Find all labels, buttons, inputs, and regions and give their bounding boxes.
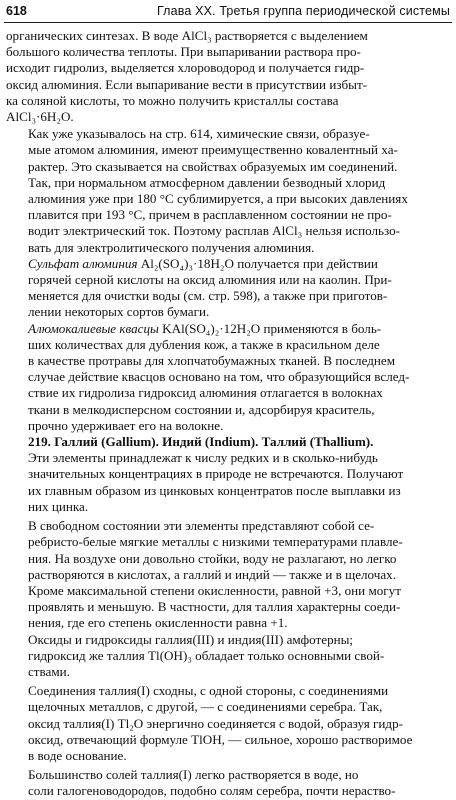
text-line: Так, при нормальном атмосферном давлении безводный хлорид [28, 174, 386, 190]
text-line: водит электрический ток. Поэтому расплав AlCl₃ нельзя использо- [28, 223, 400, 239]
text-line: оксид, отвечающий формуле TlOH, — сильное, хорошо растворимое [28, 731, 413, 747]
text-line: гидроксид же таллия Tl(OH)₃ обладает только основными свой- [28, 647, 385, 663]
text-line: плавится при 193 °C, причем в расплавленном состоянии не про- [28, 207, 392, 223]
text-line: KAl(SO₄)₂·12H₂O применяются в боль- [158, 320, 382, 336]
text-line: щелочных металлов, с другой, — с соединениями серебра. Так, [28, 699, 383, 715]
text-line: ствами. [28, 663, 70, 679]
text-line: растворяются в кислотах, а галлий и индий — также и в щелочах. [28, 566, 396, 582]
text-line: их главным образом из цинковых концентратов после выплавки из [28, 482, 401, 498]
text-line: значительных концентрациях в природе не встречаются. Получают [28, 466, 404, 482]
text-line: нения, где его степень окисленности равна +1. [28, 615, 288, 631]
text-line: Соединения таллия(I) сходны, с одной стороны, с соединениями [28, 683, 389, 699]
paragraph-oxides [6, 632, 450, 681]
text-line: соли галогеноводородов, подобно солям серебра, почти нераство- [28, 783, 396, 799]
text-line: ткани в мелкодисперсном состоянии и, адсорбируя краситель, [28, 401, 375, 417]
paragraph-aluminium-sulfate [6, 256, 450, 321]
text-line: в качестве протравы для хлопчатобумажных тканей. В последнем [28, 353, 395, 369]
text-line: алюминия уже при 180 °C сублимируется, а при высоких давлениях [28, 191, 408, 207]
text-line: В свободном состоянии эти элементы представляют собой се- [28, 518, 375, 534]
text-line: Большинство солей таллия(I) легко растворяется в воде, но [28, 767, 359, 783]
page-body [6, 28, 450, 800]
paragraph-thallium-one [6, 683, 450, 764]
text-line: меняется для очистки воды (см. стр. 598), а также при приготов- [28, 288, 388, 304]
text-line: вать для электролитического получения алюминия. [28, 239, 315, 255]
text-line: Кроме максимальной степени окисленности, равной +3, они могут [28, 582, 401, 598]
text-line: Эти элементы принадлежат к числу редких и в сколько-нибудь [28, 450, 378, 466]
text-line: органических синтезах. В воде AlCl₃ растворяется с выделением [6, 28, 368, 43]
section-heading: 219. Галлий (Gallium). Индий (Indium). Таллий (Thallium). [28, 434, 374, 450]
text-line: ствие их гидролиза гидроксид алюминия отлагается в волокнах [28, 385, 383, 401]
text-line: в воде основание. [28, 747, 127, 763]
term-aluminium-sulfate: Сульфат алюминия [28, 255, 138, 271]
text-line: Оксиды и гидроксиды галлия(III) и индия(III) амфотерны; [28, 631, 354, 647]
paragraph-alums [6, 321, 450, 434]
text-line: AlCl₃·6H₂O. [6, 109, 74, 125]
paragraph-alcl3-hydrolysis [6, 28, 450, 125]
paragraph-free-state [6, 518, 450, 631]
text-line: исходит гидролиз, выделяется хлороводород и получается гидр- [6, 60, 365, 76]
section-219 [6, 434, 450, 515]
page-number: 618 [6, 4, 27, 18]
text-line: ка соляной кислоты, то можно получить кристаллы состава [6, 92, 339, 108]
text-line: ших количествах для дубления кож, а также в красильном деле [28, 336, 380, 352]
paragraph-thallium-salts [6, 767, 450, 799]
text-line: ния. На воздухе они довольно стойки, воду не разлагают, но легко [28, 550, 397, 566]
text-line: прочно удерживает его на волокне. [28, 417, 224, 433]
text-line: лении некоторых сортов бумаги. [28, 304, 210, 320]
text-line: горячей серной кислоты на оксид алюминия или на каолин. При- [28, 272, 392, 288]
page-header [4, 3, 452, 23]
text-line: большого количества теплоты. При выпаривании раствора про- [6, 44, 361, 60]
text-line: мые атомом алюминия, имеют преимущественно ковалентный ха- [28, 142, 398, 158]
text-line: них цинка. [28, 498, 89, 514]
text-line: рактер. Это сказывается на свойствах образуемых им соединений. [28, 158, 398, 174]
text-line: проявлять и меньшую. В частности, для таллия характерны соеди- [28, 599, 401, 615]
paragraph-covalent-bonds [6, 126, 450, 256]
term-alums: Алюмокалиевые квасцы [28, 320, 159, 336]
text-line: Al₂(SO₄)₃·18H₂O получается при действии [137, 255, 378, 271]
text-line: Как уже указывалось на стр. 614, химические связи, образуе- [28, 126, 370, 142]
text-line: оксид алюминия. Если выпаривание вести в присутствии избыт- [6, 76, 368, 92]
text-line: ребристо-белые мягкие металлы с низкими температурами плавле- [28, 534, 403, 550]
text-line: оксид таллия(I) Tl₂O энергично соединяется с водой, образуя гидр- [28, 715, 403, 731]
text-line: случае действие квасцов основано на том, что образующийся вслед- [28, 369, 410, 385]
running-title: Глава XX. Третья группа периодической системы [156, 4, 450, 18]
